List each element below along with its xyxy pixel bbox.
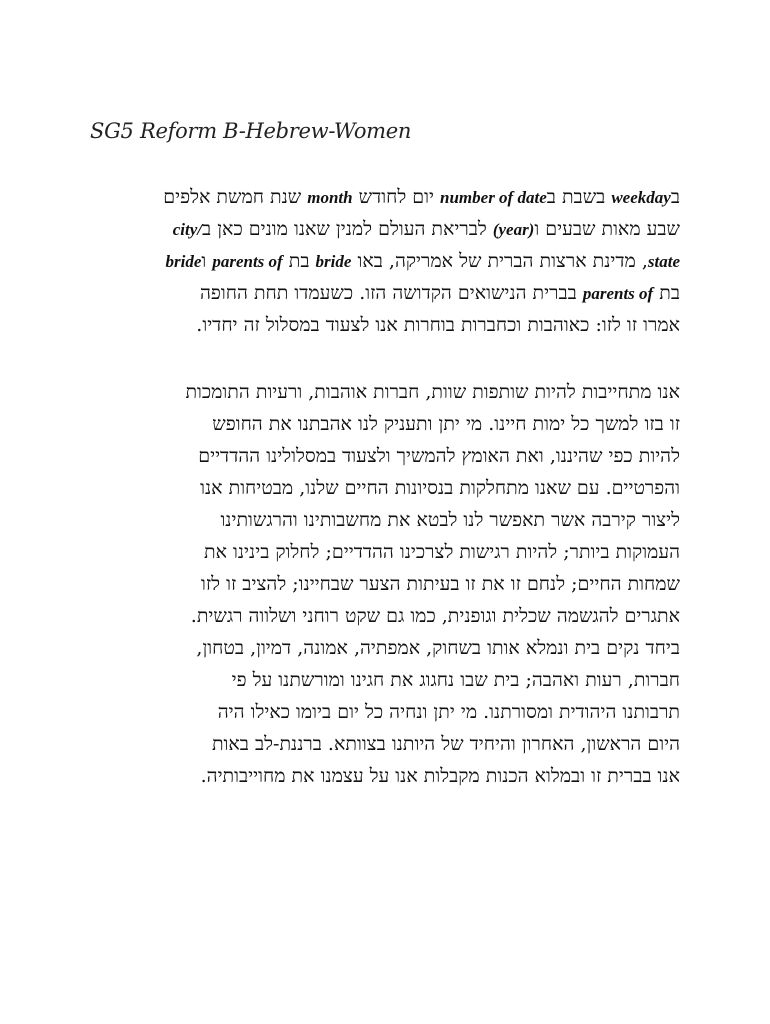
paragraph-2-line: ליצור קירבה אשר תאפשר לנו לבטא את מחשבותינו והרגשותינו [220,509,680,531]
paragraph-2-line: אנו מתחייבות להיות שותפות שוות, חברות אוהבות, ורעיות התומכות [185,381,680,403]
placeholder-field: bride [165,252,202,271]
placeholder-field: number of date [440,188,547,207]
paragraph-2-line: תרבותנו היהודית ומסורתנו. מי יתן ונחיה כל יום ביומו כאילו היה [217,701,680,723]
body-text: שנת חמשת אלפים [163,186,308,208]
paragraph-2-line: והפרטיים. עם שאנו מתחלקות בנסיונות החיים שלנו, מבטיחות אנו [200,477,680,499]
paragraph-1 [90,181,680,341]
body-text: ב [670,186,680,208]
paragraph-1-line [90,277,680,309]
placeholder-field: parents of [212,252,283,271]
body-text: בשבת ב [546,186,612,208]
placeholder-field: parents of [582,284,654,303]
body-text: אמרו זו לזו: כאוהבות וכחברות בוחרות אנו לצעוד במסלול זה יחדיו. [196,314,680,336]
placeholder-field: bride [315,252,352,271]
body-text: בת [282,250,316,272]
body-text: , מדינת ארצות הברית של אמריקה, באו [351,250,648,272]
paragraph-2-line: להיות כפי שהיננו, ואת האומץ להמשיך ולצעוד במסלולינו ההדדיים [198,445,680,467]
paragraph-1-line [90,213,680,245]
placeholder-field: (year) [492,220,535,239]
document-title: SG5 Reform B-Hebrew-Women [90,119,412,143]
paragraph-2 [90,376,680,792]
paragraph-1-line [90,181,680,213]
paragraph-2-line: ביחד נקים בית ונמלא אותו בשחוק, אמפתיה, אמונה, דמיון, בטחון, [196,637,680,659]
body-text: לבריאת העולם למנין שאנו מונים כאן ב [202,218,493,240]
body-text: ו [201,250,213,272]
paragraph-2-line: אתגרים להגשמה שכלית וגופנית, כמו גם שקט רוחני ושלווה רגשית. [190,605,680,627]
paragraph-1-line [90,245,680,277]
placeholder-field: state [647,252,680,271]
paragraph-2-line: זו בזו למשך כל ימות חיינו. מי יתן ותעניק לנו אהבתנו את החופש [212,413,680,435]
placeholder-field: weekday [611,188,671,207]
body-text: בת [653,282,680,304]
body-text: שבע מאות שבעים ו [534,218,680,240]
placeholder-field: city/ [172,220,203,239]
paragraph-2-line: אנו בברית זו ובמלוא הכנות מקבלות אנו על עצמנו את מחוייבותיה. [200,765,680,787]
paragraph-2-line: העמוקות ביותר; להיות רגישות לצרכינו ההדדיים; לחלוק בינינו את [203,541,680,563]
paragraph-2-line: שמחות החיים; לנחם זו את זו בעיתות הצער שבחיינו; להציב זו לזו [201,573,680,595]
body-text: יום לחודש [352,186,441,208]
paragraph-2-line: היום הראשון, האחרון והיחיד של היותנו בצוותא. ברננת-לב באות [211,733,680,755]
body-text: בברית הנישואים הקדושה הזו. כשעמדו תחת החופה [199,282,583,304]
paragraph-1-line [90,309,680,341]
paragraph-2-line: חברות, רעות ואהבה; בית שבו נחגוג את חגינו ומורשתנו על פי [231,669,680,691]
placeholder-field: month [307,188,353,207]
